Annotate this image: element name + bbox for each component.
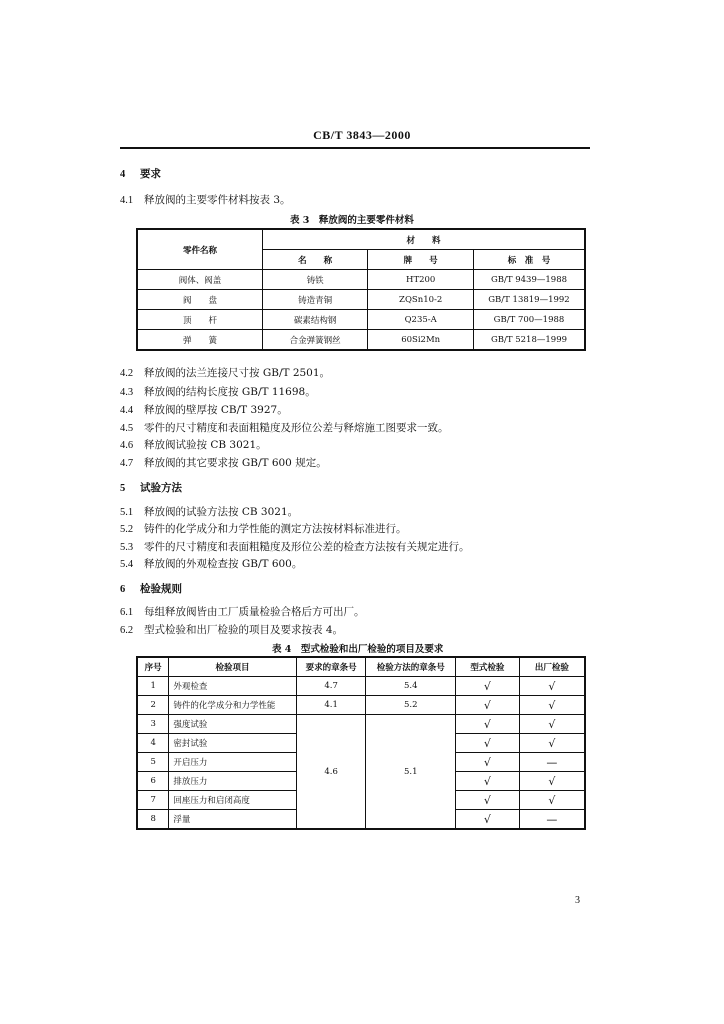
section-6-heading: 6 检验规则 <box>120 583 182 595</box>
table-4-header-factory: 出厂检验 <box>519 657 585 677</box>
header-rule <box>120 147 590 149</box>
standard-code: CB/T 3843—2000 <box>313 128 411 142</box>
table-row: 4 密封试验 √ √ <box>137 734 585 753</box>
table-row: 8 浮量 √ — <box>137 810 585 830</box>
paragraph-5-1: 5.1 释放阀的试验方法按 CB 3021。 <box>120 506 299 518</box>
table-3-header-part: 零件名称 <box>137 229 262 270</box>
table-4-header-item: 检验项目 <box>169 657 296 677</box>
table-row: 3 强度试验 4.6 5.1 √ √ <box>137 715 585 734</box>
section-5-heading: 5 试验方法 <box>120 482 182 494</box>
table-4-header-no: 序号 <box>137 657 169 677</box>
paragraph-4-4: 4.4 释放阀的壁厚按 CB/T 3927。 <box>120 404 288 416</box>
table-3-header-grade: 牌 号 <box>368 250 474 270</box>
paragraph-4-6: 4.6 释放阀试验按 CB 3021。 <box>120 439 267 451</box>
table-4-header-type: 型式检验 <box>456 657 520 677</box>
table-row: 6 排放压力 √ √ <box>137 772 585 791</box>
page-number: 3 <box>575 895 580 906</box>
paragraph-5-3: 5.3 零件的尺寸精度和表面粗糙度及形位公差的检查方法按有关规定进行。 <box>120 541 470 553</box>
paragraph-5-4: 5.4 释放阀的外观检查按 GB/T 600。 <box>120 558 303 570</box>
paragraph-4-1: 4.1 释放阀的主要零件材料按表 3。 <box>120 194 291 206</box>
table-row: 2 铸件的化学成分和力学性能 4.1 5.2 √ √ <box>137 696 585 715</box>
paragraph-6-2: 6.2 型式检验和出厂检验的项目及要求按表 4。 <box>120 624 344 636</box>
table-row: 7 回座压力和启闭高度 √ √ <box>137 791 585 810</box>
table-4-caption: 表 4 型式检验和出厂检验的项目及要求 <box>272 644 444 655</box>
table-3 <box>136 228 586 351</box>
table-row: 顶 杆 碳素结构钢 Q235-A GB/T 700—1988 <box>137 310 585 330</box>
table-row: 5 开启压力 √ — <box>137 753 585 772</box>
merged-req-cell: 4.6 <box>296 715 366 830</box>
section-4-heading: 4 要求 <box>120 168 161 180</box>
table-4 <box>136 656 586 830</box>
merged-method-cell: 5.1 <box>366 715 456 830</box>
paragraph-4-2: 4.2 释放阀的法兰连接尺寸按 GB/T 2501。 <box>120 367 331 379</box>
table-3-header-material: 材 料 <box>262 229 585 250</box>
table-4-header-method: 检验方法的章条号 <box>366 657 456 677</box>
paragraph-4-7: 4.7 释放阀的其它要求按 GB/T 600 规定。 <box>120 457 327 469</box>
table-3-header-standard: 标 准 号 <box>473 250 585 270</box>
paragraph-5-2: 5.2 铸件的化学成分和力学性能的测定方法按材料标准进行。 <box>120 523 407 535</box>
table-row: 阀 盘 铸造青铜 ZQSn10-2 GB/T 13819—1992 <box>137 290 585 310</box>
table-row: 阀体、阀盖 铸铁 HT200 GB/T 9439—1988 <box>137 270 585 290</box>
table-4-header-req: 要求的章条号 <box>296 657 366 677</box>
table-row: 弹 簧 合金弹簧钢丝 60Si2Mn GB/T 5218—1999 <box>137 330 585 351</box>
table-3-caption: 表 3 释放阀的主要零件材料 <box>290 215 414 226</box>
paragraph-4-3: 4.3 释放阀的结构长度按 GB/T 11698。 <box>120 386 316 398</box>
paragraph-6-1: 6.1 每组释放阀皆由工厂质量检验合格后方可出厂。 <box>120 606 365 618</box>
paragraph-4-5: 4.5 零件的尺寸精度和表面粗糙度及形位公差与释熔施工图要求一致。 <box>120 422 449 434</box>
table-3-header-name: 名 称 <box>262 250 368 270</box>
table-row: 1 外观检查 4.7 5.4 √ √ <box>137 677 585 696</box>
